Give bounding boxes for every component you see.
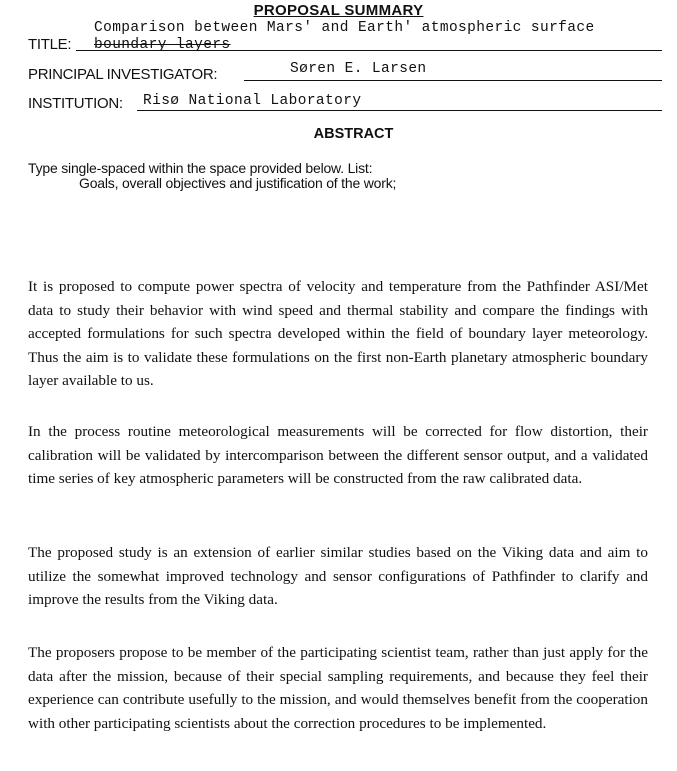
institution-label: INSTITUTION: [28,95,123,112]
instruction-line-2: Goals, overall objectives and justification of the work; [79,175,397,191]
abstract-paragraph-4: The proposers propose to be member of the participating scientist team, rather than just apply for the data after the mission, because of their special sampling requirements, and because they feel their experience can contribute usefully to the mission, and would themselves benefit from the cooperation with other participating scientists about the correction procedures to be implemented. [28,644,648,732]
pi-value: Søren E. Larsen [290,61,427,77]
pi-label: PRINCIPAL INVESTIGATOR: [28,66,218,83]
abstract-paragraph-2: In the process routine meteorological measurements will be corrected for flow distortion, their calibration will be validated by intercomparison between the different sensor output, and a validated time series of key atmospheric parameters will be constructed from the raw calibrated data. [28,423,648,488]
proposal-summary-heading [0,2,677,19]
pi-underline [244,80,662,81]
title-value-line1: Comparison between Mars' and Earth' atmospheric surface [94,20,595,36]
instruction-line-1: Type single-spaced within the space provided below. List: [28,160,373,176]
institution-underline [137,110,662,111]
heading-text: PROPOSAL SUMMARY [253,2,424,19]
abstract-paragraph-3: The proposed study is an extension of earlier similar studies based on the Viking data and aim to utilize the somewhat improved technology and sensor configurations of Pathfinder to clarify and improve the results from the Viking data. [28,544,648,609]
abstract-paragraph-1: It is proposed to compute power spectra of velocity and temperature from the Pathfinder ASI/Met data to study their behavior with wind speed and thermal stability and compare the findings with accepted formulations for such spectra developed within the field of boundary layer meteorology. Thus the aim is to validate these formulations on the first non-Earth planetary atmospheric boundary layer available to us. [28,278,648,390]
title-value-line2: boundary layers [94,37,231,53]
title-underline [76,50,662,51]
institution-value: Risø National Laboratory [143,93,362,109]
abstract-heading: ABSTRACT [313,126,394,142]
title-label: TITLE: [28,36,72,53]
